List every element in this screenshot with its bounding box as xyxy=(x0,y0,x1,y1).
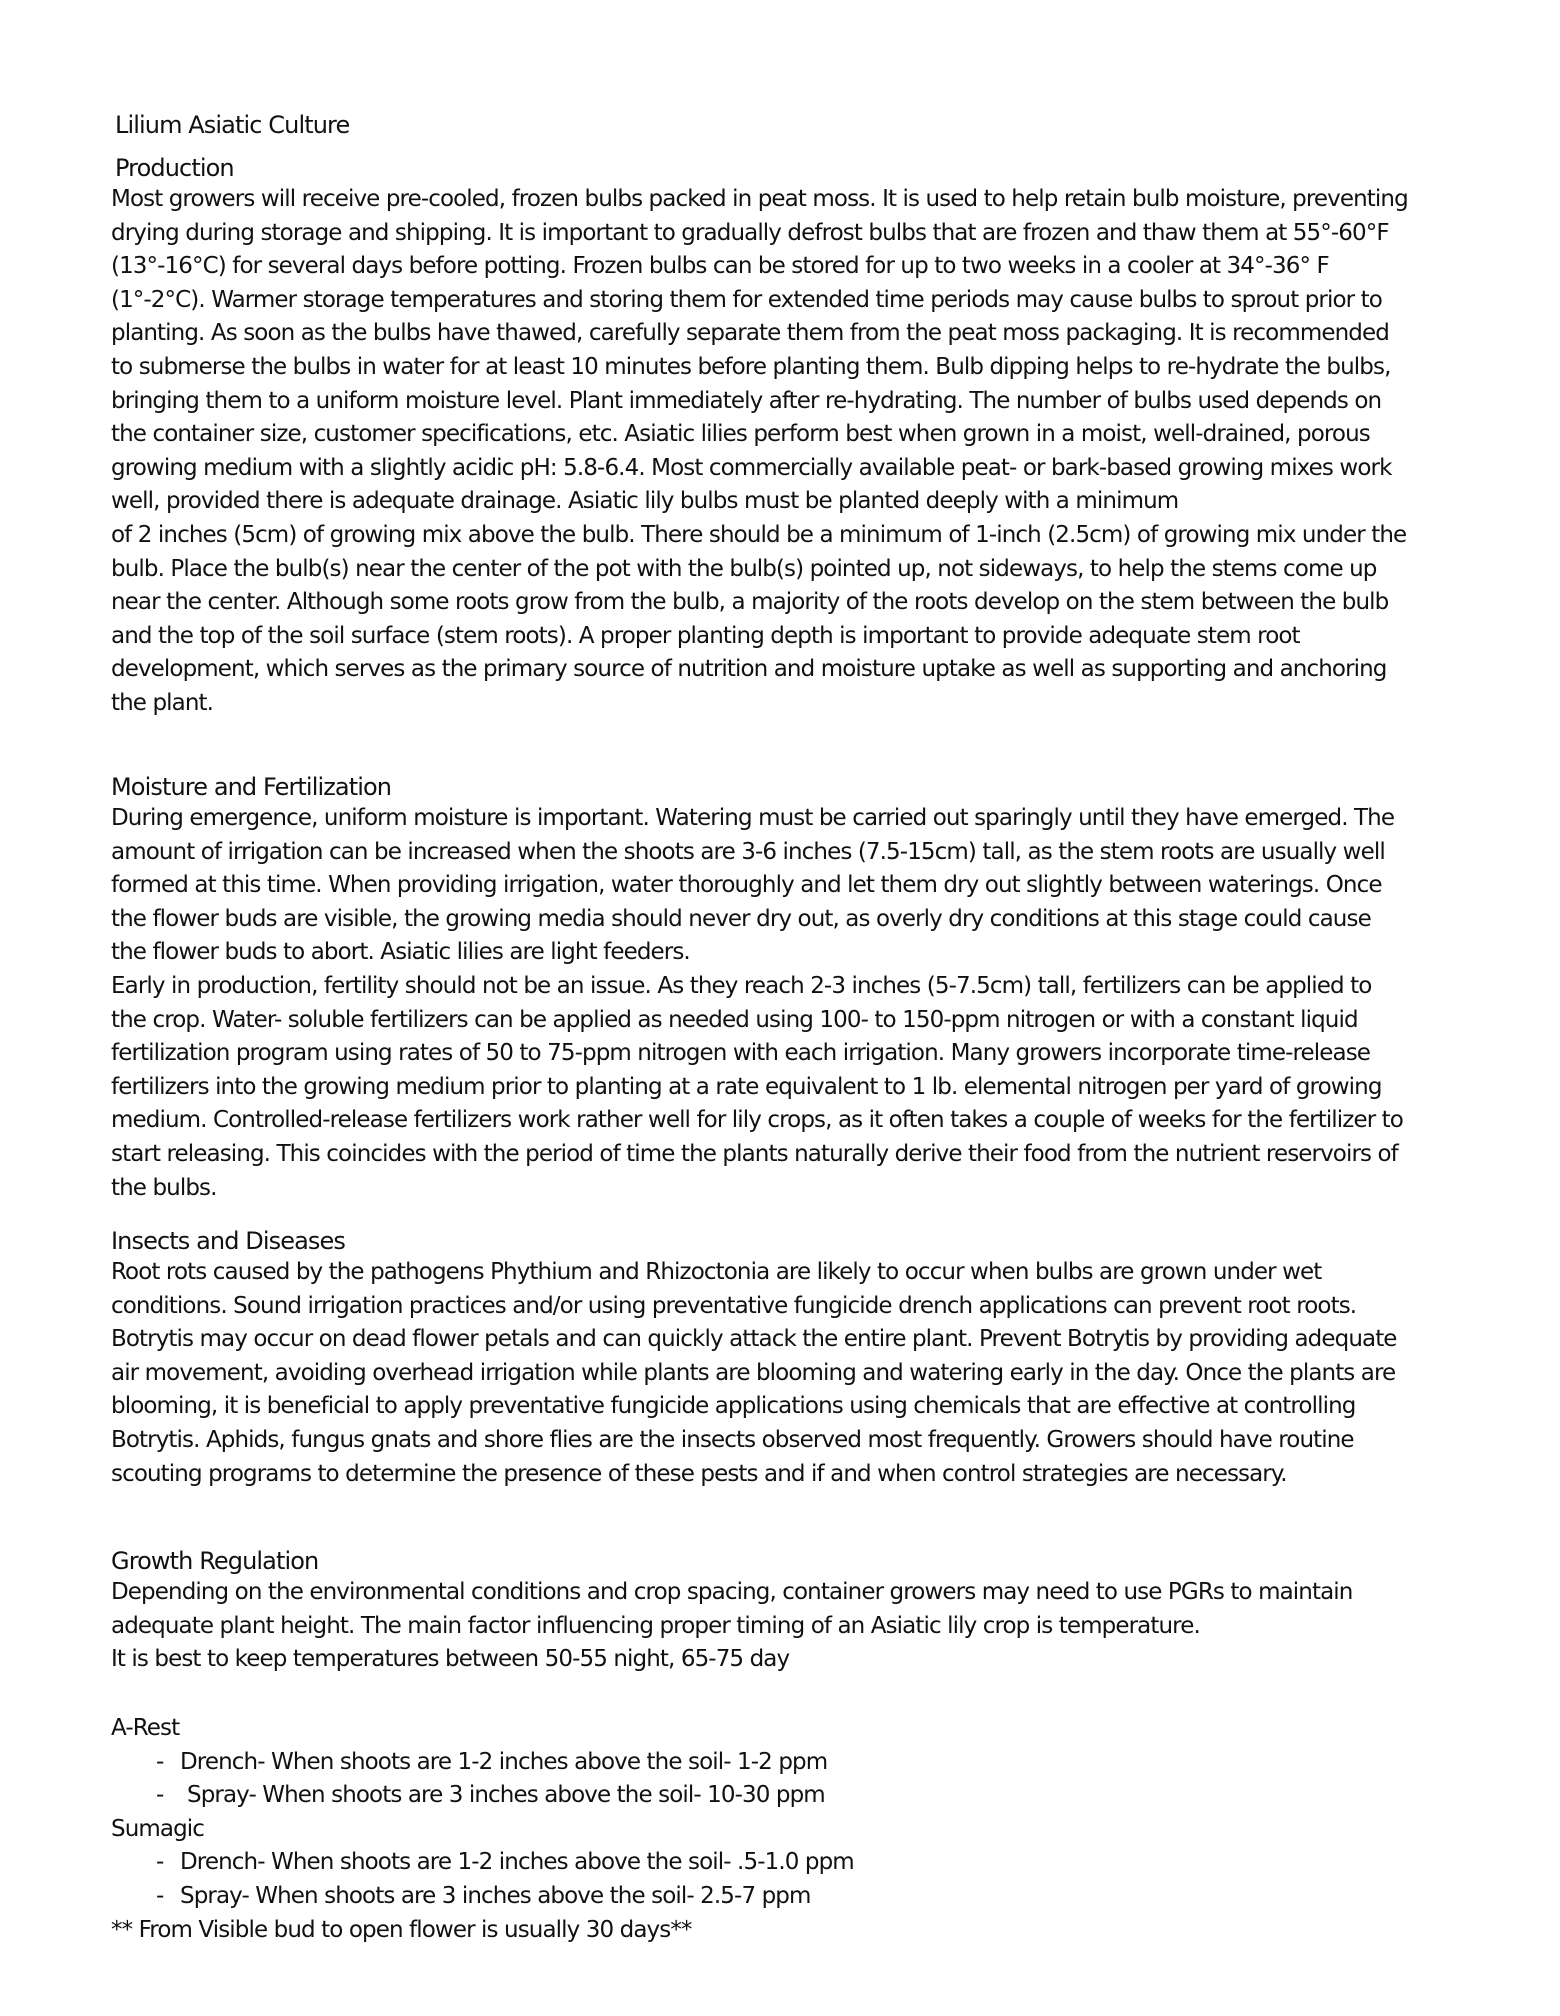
pgr-label-a-rest: A-Rest xyxy=(111,1715,180,1741)
paragraph: During emergence, uniform moisture is important. Watering must be carried out sparingly until they have emerged. The amount of irrigation can be increased when the shoots are 3-6 inches (7.5-15cm) tall, as the stem roots are usually well formed at this time. When providing irrigation, water thoroughly and let them dry out slightly between waterings. Once the flower buds are visible, the growing media should never dry out, as overly dry conditions at this stage could cause the flower buds to abort. Asiatic lilies are light feeders. xyxy=(111,805,1395,966)
section-moisture-fertilization xyxy=(111,772,1411,1205)
section-production xyxy=(111,153,1411,721)
document-title: Lilium Asiatic Culture xyxy=(115,111,350,139)
paragraph: It is best to keep temperatures between 50-55 night, 65-75 day xyxy=(111,1646,790,1673)
note: ** From Visible bud to open flower is usually 30 days** xyxy=(111,1916,692,1943)
list-item xyxy=(111,1779,854,1813)
list-item-text: Spray- When shoots are 3 inches above the soil- 2.5-7 ppm xyxy=(180,1882,811,1909)
dash-bullet: - xyxy=(156,1849,164,1876)
pgr-list xyxy=(111,1712,854,1947)
list-item xyxy=(111,1880,854,1914)
section-heading: Moisture and Fertilization xyxy=(111,773,392,801)
paragraph: Early in production, fertility should not be an issue. As they reach 2-3 inches (5-7.5cm) tall, fertilizers can be applied to the crop. Water- soluble fertilizers can be applied as needed using 100- to 150-ppm nitrogen or with a constant liquid fertilization program using rates of 50 to 75-ppm nitrogen with each irrigation. Many growers incorporate time-release fertilizers into the growing medium prior to planting at a rate equivalent to 1 lb. elemental nitrogen per yard of growing medium. Controlled-release fertilizers work rather well for lily crops, as it often takes a couple of weeks for the fertilizer to start releasing. This coincides with the period of time the plants naturally derive their food from the nutrient reservoirs of the bulbs. xyxy=(111,972,1403,1201)
section-heading: Production xyxy=(115,154,234,182)
section-heading: Growth Regulation xyxy=(111,1547,319,1575)
dash-bullet: - xyxy=(156,1782,164,1809)
section-insects-diseases xyxy=(111,1226,1411,1491)
paragraph: Root rots caused by the pathogens Phythium and Rhizoctonia are likely to occur when bulbs are grown under wet conditions. Sound irrigation practices and/or using preventative fungicide drench applications can prevent root roots. Botrytis may occur on dead flower petals and can quickly attack the entire plant. Prevent Botrytis by providing adequate air movement, avoiding overhead irrigation while plants are blooming and watering early in the day. Once the plants are blooming, it is beneficial to apply preventative fungicide applications using chemicals that are effective at controlling Botrytis. Aphids, fungus gnats and shore flies are the insects observed most frequently. Growers should have routine scouting programs to determine the presence of these pests and if and when control strategies are necessary. xyxy=(111,1259,1397,1487)
paragraph: Most growers will receive pre-cooled, frozen bulbs packed in peat moss. It is used to help retain bulb moisture, preventing drying during storage and shipping. It is important to gradually defrost bulbs that are frozen and thaw them at 55°-60°F (13°-16°C) for several days before potting. Frozen bulbs can be stored for up to two weeks in a cooler at 34°-36° F (1°-2°C). Warmer storage temperatures and storing them for extended time periods may cause bulbs to sprout prior to planting. As soon as the bulbs have thawed, carefully separate them from the peat moss packaging. It is recommended to submerse the bulbs in water for at least 10 minutes before planting them. Bulb dipping helps to re-hydrate the bulbs, bringing them to a uniform moisture level. Plant immediately after re-hydrating. The number of bulbs used depends on the container size, customer specifications, etc. Asiatic lilies perform best when grown in a moist, well-drained, porous growing medium with a slightly acidic pH: 5.8-6.4. Most commercially available peat- or bark-based growing mixes work well, provided there is adequate drainage. Asiatic lily bulbs must be planted deeply with a minimum xyxy=(111,186,1408,515)
list-item xyxy=(111,1846,854,1880)
list-item-text: Spray- When shoots are 3 inches above the soil- 10-30 ppm xyxy=(187,1782,825,1809)
list-item-text: Drench- When shoots are 1-2 inches above the soil- 1-2 ppm xyxy=(180,1748,828,1775)
dash-bullet: - xyxy=(156,1748,164,1775)
section-heading: Insects and Diseases xyxy=(111,1227,345,1255)
list-item-text: Drench- When shoots are 1-2 inches above the soil- .5-1.0 ppm xyxy=(180,1849,854,1876)
section-growth-regulation xyxy=(111,1546,1411,1677)
paragraph: of 2 inches (5cm) of growing mix above the bulb. There should be a minimum of 1-inch (2.5cm) of growing mix under the bulb. Place the bulb(s) near the center of the pot with the bulb(s) pointed up, not sideways, to help the stems come up near the center. Although some roots grow from the bulb, a majority of the roots develop on the stem between the bulb and the top of the soil surface (stem roots). A proper planting depth is important to provide adequate stem root development, which serves as the primary source of nutrition and moisture uptake as well as supporting and anchoring the plant. xyxy=(111,521,1407,716)
dash-bullet: - xyxy=(156,1882,164,1909)
paragraph: Depending on the environmental conditions and crop spacing, container growers may need to use PGRs to maintain adequate plant height. The main factor influencing proper timing of an Asiatic lily crop is temperature. xyxy=(111,1579,1353,1639)
pgr-label-sumagic: Sumagic xyxy=(111,1815,205,1842)
list-item xyxy=(111,1746,854,1780)
